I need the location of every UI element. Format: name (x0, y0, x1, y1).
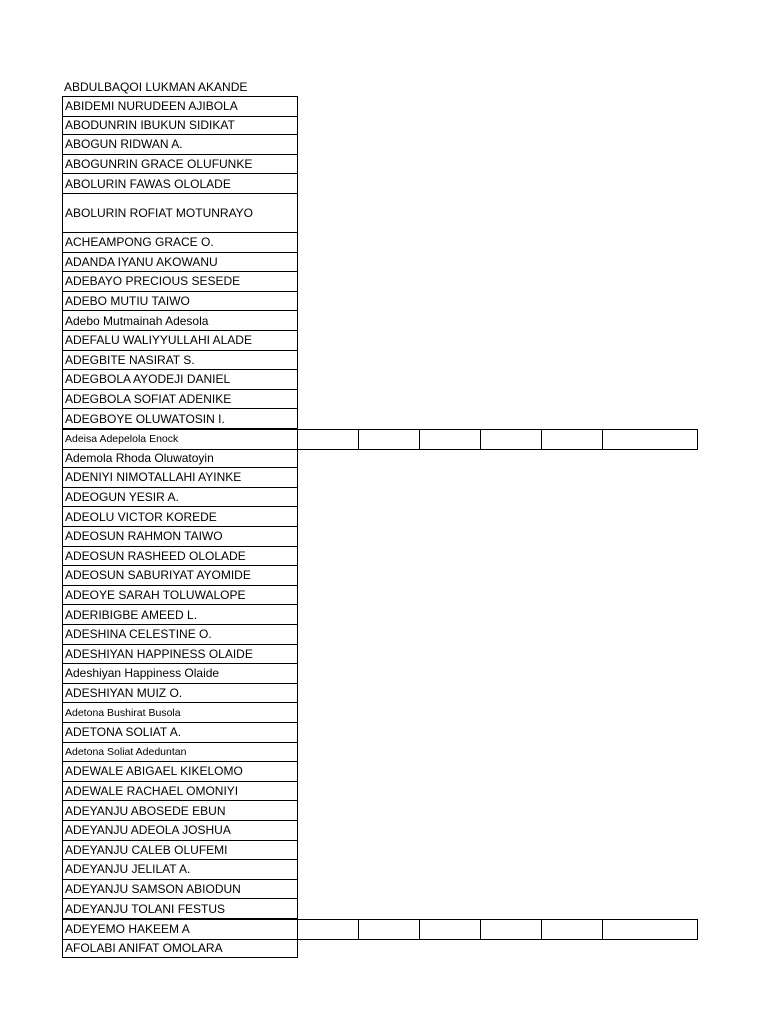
name-cell[interactable]: ADEOSUN SABURIYAT AYOMIDE (62, 566, 298, 586)
table-row (62, 174, 298, 194)
name-cell[interactable]: Adeisa Adepelola Enock (62, 429, 298, 450)
table-row (62, 605, 298, 625)
table-row (62, 370, 298, 390)
name-cell[interactable]: ADEWALE RACHAEL OMONIYI (62, 782, 298, 802)
name-cell[interactable]: ABOLURIN FAWAS OLOLADE (62, 174, 298, 194)
name-cell[interactable]: ADENIYI NIMOTALLAHI AYINKE (62, 468, 298, 488)
name-cell[interactable]: ADEYEMO HAKEEM A (62, 919, 298, 940)
table-row (62, 684, 298, 704)
table-row (62, 939, 298, 959)
name-cell[interactable]: Adetona Soliat Adeduntan (62, 743, 298, 763)
name-cell[interactable]: ABOGUNRIN GRACE OLUFUNKE (62, 155, 298, 175)
empty-cell[interactable] (481, 919, 542, 940)
table-row (62, 233, 298, 253)
name-cell[interactable]: ADESHINA CELESTINE O. (62, 625, 298, 645)
empty-cell[interactable] (603, 919, 698, 940)
table-row (62, 331, 298, 351)
table-row (62, 468, 298, 488)
empty-cell[interactable] (542, 919, 603, 940)
name-cell[interactable]: ADESHIYAN MUIZ O. (62, 684, 298, 704)
name-cell[interactable]: ADANDA IYANU AKOWANU (62, 253, 298, 273)
name-cell[interactable]: AFOLABI ANIFAT OMOLARA (62, 939, 298, 959)
name-cell[interactable]: ADEYANJU ABOSEDE EBUN (62, 801, 298, 821)
table-row (62, 625, 298, 645)
empty-cell[interactable] (420, 919, 481, 940)
name-cell[interactable]: ADEOSUN RAHMON TAIWO (62, 527, 298, 547)
name-cell[interactable]: ABOGUN RIDWAN A. (62, 135, 298, 155)
header-name: ABDULBAQOI LUKMAN AKANDE (64, 80, 248, 94)
name-cell[interactable]: ABOLURIN ROFIAT MOTUNRAYO (62, 194, 298, 233)
table-row (62, 566, 298, 586)
table-row (62, 429, 698, 449)
table-row (62, 801, 298, 821)
table-row (62, 586, 298, 606)
name-cell[interactable]: ABODUNRIN IBUKUN SIDIKAT (62, 116, 298, 136)
name-cell[interactable]: ADETONA SOLIAT A. (62, 723, 298, 743)
name-cell[interactable]: ADERIBIGBE AMEED L. (62, 605, 298, 625)
table-row (62, 292, 298, 312)
table-row (62, 664, 298, 684)
table-row (62, 919, 698, 939)
table-row (62, 860, 298, 880)
table-row (62, 96, 298, 116)
name-cell[interactable]: ADEYANJU TOLANI FESTUS (62, 899, 298, 919)
name-cell[interactable]: ADEGBOLA SOFIAT ADENIKE (62, 390, 298, 410)
empty-cell[interactable] (359, 919, 420, 940)
table-row (62, 488, 298, 508)
table-row (62, 272, 298, 292)
empty-cell[interactable] (481, 429, 542, 450)
name-cell[interactable]: ADEWALE ABIGAEL KIKELOMO (62, 762, 298, 782)
empty-cell[interactable] (298, 919, 359, 940)
empty-cell[interactable] (359, 429, 420, 450)
table-row (62, 821, 298, 841)
name-cell[interactable]: ADEYANJU ADEOLA JOSHUA (62, 821, 298, 841)
name-cell[interactable]: ADEGBOYE OLUWATOSIN I. (62, 409, 298, 429)
name-cell[interactable]: ADEFALU WALIYYULLAHI ALADE (62, 331, 298, 351)
name-cell[interactable]: ADEOGUN YESIR A. (62, 488, 298, 508)
table-row (62, 409, 298, 429)
name-cell[interactable]: ADEOYE SARAH TOLUWALOPE (62, 586, 298, 606)
name-cell[interactable]: ADEBO MUTIU TAIWO (62, 292, 298, 312)
empty-cell[interactable] (298, 429, 359, 450)
name-cell[interactable]: Ademola Rhoda Oluwatoyin (62, 449, 298, 469)
table-row (62, 135, 298, 155)
name-cell[interactable]: ADEOSUN RASHEED OLOLADE (62, 547, 298, 567)
table-row (62, 762, 298, 782)
table-row (62, 782, 298, 802)
table-row (62, 116, 298, 136)
table-row (62, 899, 298, 919)
name-cell[interactable]: ADEYANJU SAMSON ABIODUN (62, 880, 298, 900)
table-row (62, 703, 298, 723)
table-row (62, 743, 298, 763)
empty-cell[interactable] (542, 429, 603, 450)
name-cell[interactable]: Adebo Mutmainah Adesola (62, 311, 298, 331)
table-row (62, 723, 298, 743)
table-row (62, 311, 298, 331)
name-cell[interactable]: ADEGBOLA AYODEJI DANIEL (62, 370, 298, 390)
table-row (62, 449, 298, 469)
table-row (62, 507, 298, 527)
name-cell[interactable]: ABIDEMI NURUDEEN AJIBOLA (62, 96, 298, 117)
table-row (62, 253, 298, 273)
empty-cell[interactable] (603, 429, 698, 450)
table-row (62, 547, 298, 567)
name-cell[interactable]: Adeshiyan Happiness Olaide (62, 664, 298, 684)
name-cell[interactable]: ADEYANJU CALEB OLUFEMI (62, 841, 298, 861)
table-row (62, 390, 298, 410)
name-cell[interactable]: ADESHIYAN HAPPINESS OLAIDE (62, 645, 298, 665)
name-cell[interactable]: ACHEAMPONG GRACE O. (62, 233, 298, 253)
table-row (62, 841, 298, 861)
name-cell[interactable]: Adetona Bushirat Busola (62, 703, 298, 723)
name-cell[interactable]: ADEOLU VICTOR KOREDE (62, 507, 298, 527)
name-cell[interactable]: ADEGBITE NASIRAT S. (62, 351, 298, 371)
table-row (62, 527, 298, 547)
table-row (62, 155, 298, 175)
name-cell[interactable]: ADEYANJU JELILAT A. (62, 860, 298, 880)
table-row (62, 194, 298, 233)
table-row (62, 880, 298, 900)
table-row (62, 645, 298, 665)
name-cell[interactable]: ADEBAYO PRECIOUS SESEDE (62, 272, 298, 292)
table-row (62, 351, 298, 371)
empty-cell[interactable] (420, 429, 481, 450)
